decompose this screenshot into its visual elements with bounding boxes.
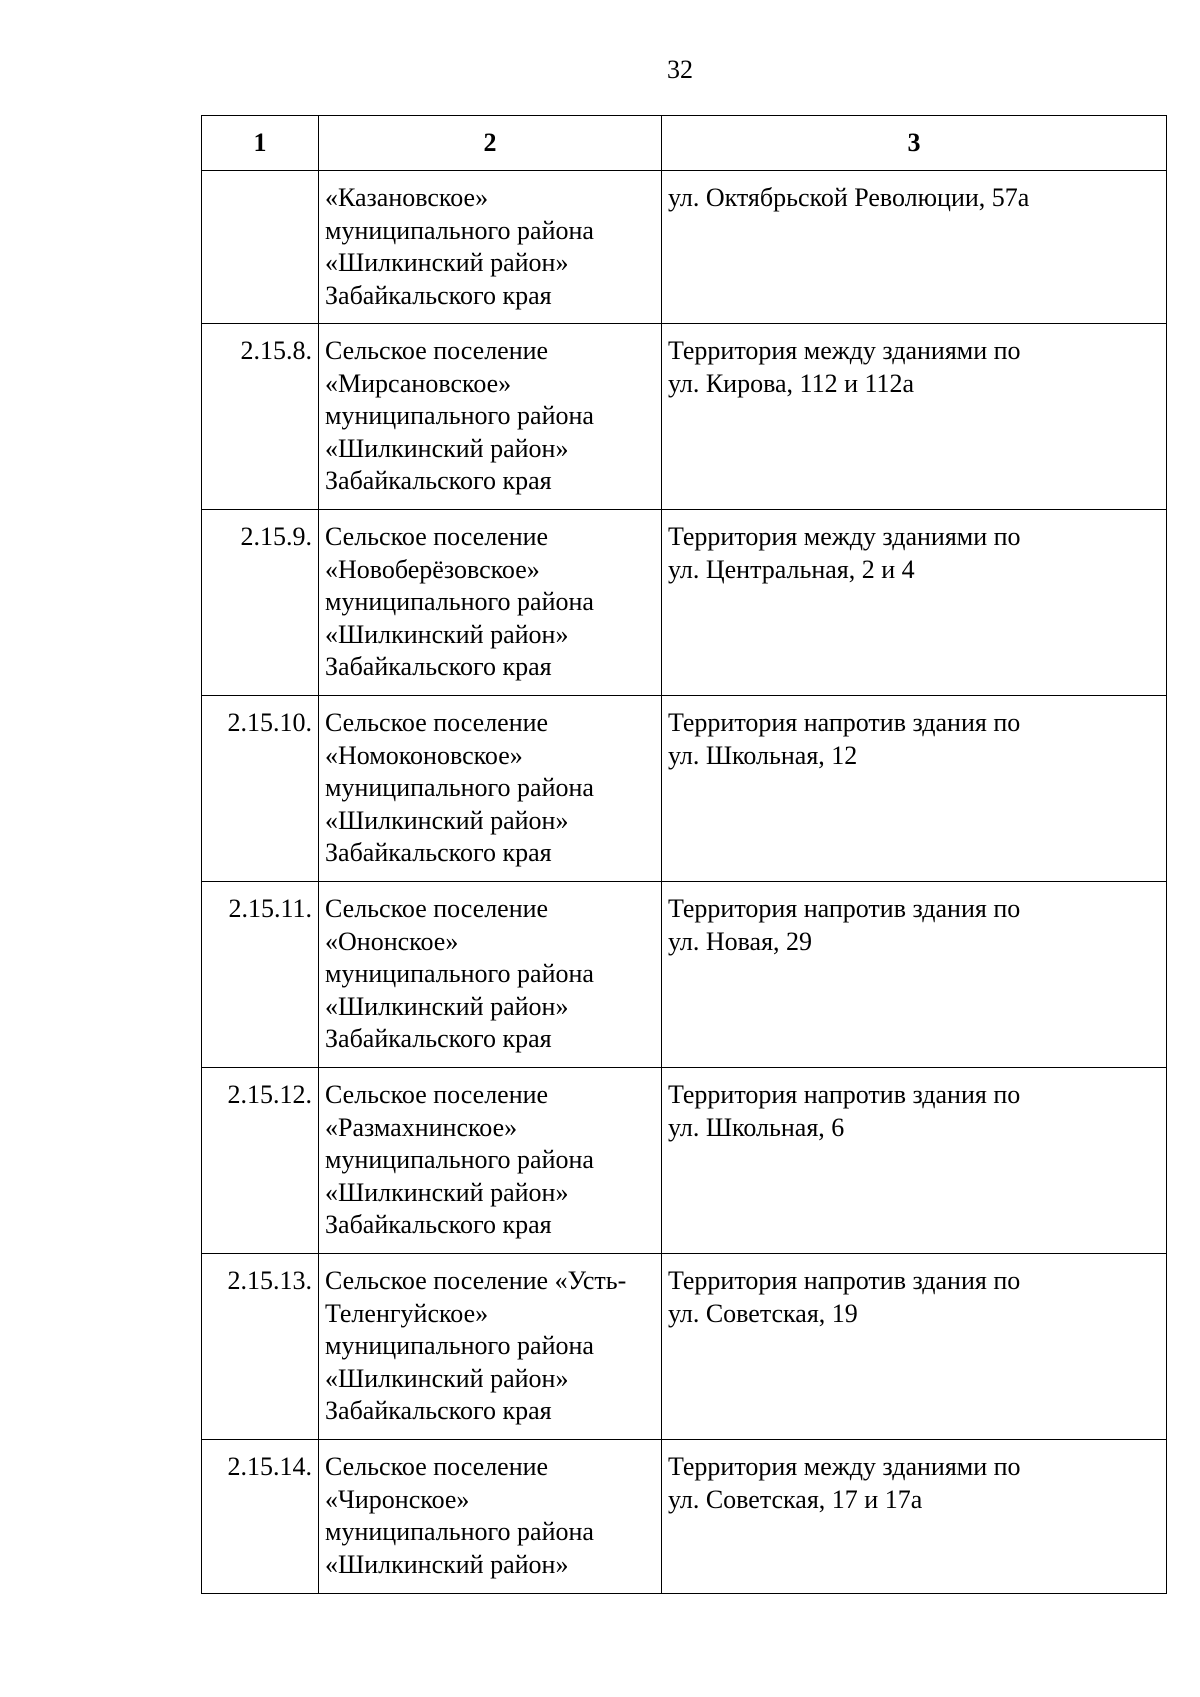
settlement-name-line: «Казановское» bbox=[325, 183, 489, 212]
document-table bbox=[201, 115, 1167, 1594]
column-header-3: 3 bbox=[662, 116, 1167, 171]
address-line: ул. Школьная, 12 bbox=[668, 740, 858, 770]
location-address bbox=[662, 1068, 1167, 1254]
item-number: 2.15.8. bbox=[202, 324, 319, 510]
settlement-name-line: муниципального района bbox=[325, 587, 594, 617]
item-number: 2.15.12. bbox=[202, 1068, 319, 1254]
table-header-row bbox=[202, 116, 1167, 171]
settlement-name-line: муниципального района bbox=[325, 1145, 594, 1175]
table-row bbox=[202, 1440, 1167, 1594]
settlement-name-line: Забайкальского края bbox=[325, 1210, 552, 1240]
address-line: Территория между зданиями по bbox=[668, 336, 1021, 365]
settlement-name-line: «Шилкинский район» bbox=[325, 805, 569, 835]
settlement-name-line: «Шилкинский район» bbox=[325, 248, 569, 278]
settlement-name-line: «Шилкинский район» bbox=[325, 1177, 569, 1207]
settlement-name-line: муниципального района bbox=[325, 215, 594, 245]
settlement-name-line: Сельское поселение bbox=[325, 1080, 549, 1109]
settlement-name bbox=[319, 1440, 662, 1594]
settlement-name-line: Сельское поселение bbox=[325, 708, 549, 737]
location-address bbox=[662, 1440, 1167, 1594]
settlement-name bbox=[319, 1068, 662, 1254]
settlement-name-line: Сельское поселение bbox=[325, 522, 549, 551]
settlement-name bbox=[319, 882, 662, 1068]
settlement-name-line: «Новоберёзовское» bbox=[325, 554, 540, 584]
settlement-name-line: «Шилкинский район» bbox=[325, 1363, 569, 1393]
settlement-name bbox=[319, 171, 662, 324]
item-number: 2.15.9. bbox=[202, 510, 319, 696]
settlement-name-line: Забайкальского края bbox=[325, 652, 552, 682]
settlement-name-line: Сельское поселение bbox=[325, 1452, 549, 1481]
settlement-name-line: Забайкальского края bbox=[325, 838, 552, 868]
address-line: ул. Советская, 19 bbox=[668, 1298, 858, 1328]
settlement-name-line: Забайкальского края bbox=[325, 466, 552, 496]
page-number: 32 bbox=[667, 55, 693, 84]
address-line: ул. Новая, 29 bbox=[668, 926, 813, 956]
table-row bbox=[202, 324, 1167, 510]
address-line: ул. Школьная, 6 bbox=[668, 1112, 845, 1142]
settlement-name-line: Сельское поселение bbox=[325, 336, 549, 365]
address-line: ул. Кирова, 112 и 112а bbox=[668, 368, 915, 398]
table-row bbox=[202, 696, 1167, 882]
settlement-name-line: «Номоконовское» bbox=[325, 740, 523, 770]
settlement-name-line: «Размахнинское» bbox=[325, 1112, 518, 1142]
settlement-name-line: «Шилкинский район» bbox=[325, 991, 569, 1021]
location-address bbox=[662, 1254, 1167, 1440]
settlement-name-line: «Шилкинский район» bbox=[325, 619, 569, 649]
settlement-name-line: «Ононское» bbox=[325, 926, 459, 956]
address-line: Территория напротив здания по bbox=[668, 708, 1021, 737]
location-address bbox=[662, 510, 1167, 696]
location-address bbox=[662, 324, 1167, 510]
settlement-name-line: муниципального района bbox=[325, 959, 594, 989]
settlement-name-line: «Чиронское» bbox=[325, 1484, 470, 1514]
location-address bbox=[662, 882, 1167, 1068]
location-address bbox=[662, 696, 1167, 882]
address-line: ул. Центральная, 2 и 4 bbox=[668, 554, 915, 584]
settlement-name-line: Забайкальского края bbox=[325, 1396, 552, 1426]
column-header-1: 1 bbox=[202, 116, 319, 171]
table-row bbox=[202, 171, 1167, 324]
settlement-name-line: Забайкальского края bbox=[325, 1024, 552, 1054]
address-line: Территория напротив здания по bbox=[668, 894, 1021, 923]
settlement-name-line: Теленгуйское» bbox=[325, 1298, 489, 1328]
item-number: 2.15.11. bbox=[202, 882, 319, 1068]
address-line: ул. Октябрьской Революции, 57а bbox=[668, 183, 1030, 212]
address-line: Территория напротив здания по bbox=[668, 1266, 1021, 1295]
settlement-name-line: «Шилкинский район» bbox=[325, 433, 569, 463]
column-header-2: 2 bbox=[319, 116, 662, 171]
settlement-name-line: «Мирсановское» bbox=[325, 368, 512, 398]
settlement-name bbox=[319, 696, 662, 882]
settlement-name bbox=[319, 510, 662, 696]
settlement-name-line: муниципального района bbox=[325, 773, 594, 803]
settlement-name-line: Забайкальского края bbox=[325, 280, 552, 310]
address-line: Территория между зданиями по bbox=[668, 522, 1021, 551]
address-line: ул. Советская, 17 и 17а bbox=[668, 1484, 923, 1514]
item-number: 2.15.14. bbox=[202, 1440, 319, 1594]
table-row bbox=[202, 510, 1167, 696]
table-row bbox=[202, 882, 1167, 1068]
settlement-name bbox=[319, 324, 662, 510]
location-address bbox=[662, 171, 1167, 324]
address-line: Территория между зданиями по bbox=[668, 1452, 1021, 1481]
settlement-name-line: муниципального района bbox=[325, 401, 594, 431]
item-number bbox=[202, 171, 319, 324]
item-number: 2.15.10. bbox=[202, 696, 319, 882]
settlement-name-line: Сельское поселение bbox=[325, 894, 549, 923]
settlement-name-line: Сельское поселение «Усть- bbox=[325, 1266, 627, 1295]
table-row bbox=[202, 1068, 1167, 1254]
settlement-name-line: «Шилкинский район» bbox=[325, 1549, 569, 1579]
settlement-name-line: муниципального района bbox=[325, 1517, 594, 1547]
item-number: 2.15.13. bbox=[202, 1254, 319, 1440]
address-line: Территория напротив здания по bbox=[668, 1080, 1021, 1109]
settlement-name-line: муниципального района bbox=[325, 1331, 594, 1361]
table-row bbox=[202, 1254, 1167, 1440]
settlement-name bbox=[319, 1254, 662, 1440]
